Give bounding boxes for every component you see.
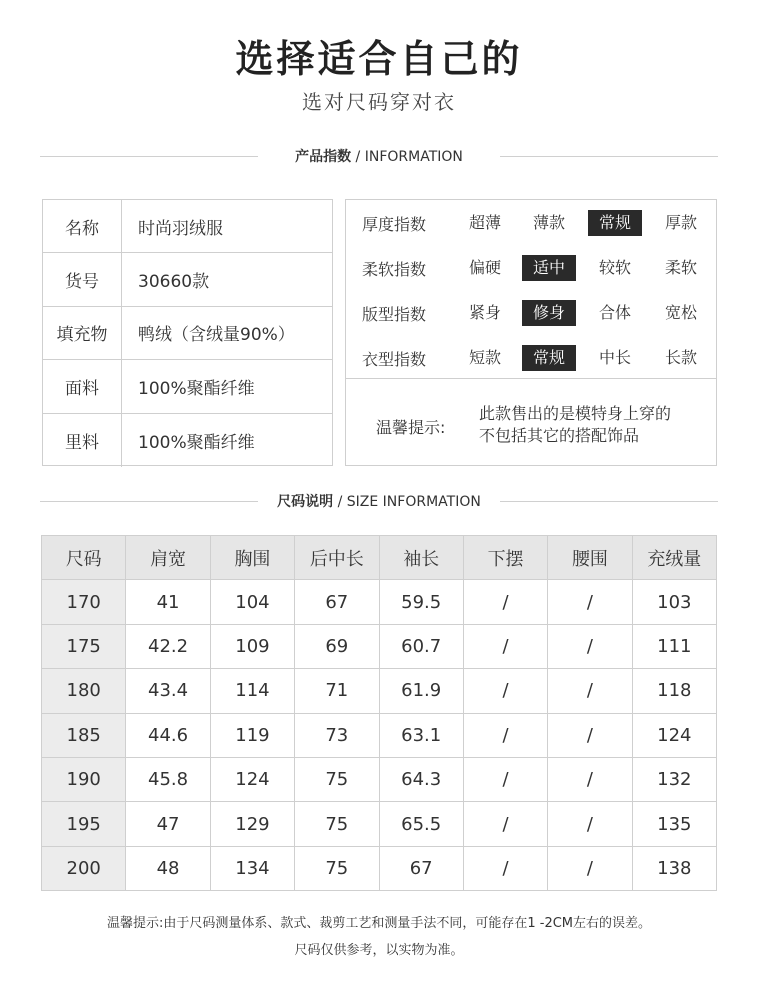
table-row	[42, 757, 717, 801]
info-row-filling	[43, 307, 332, 360]
product-heading-cn: 产品指数	[295, 149, 352, 165]
index-option-selected: 常规	[588, 210, 642, 236]
table-cell: /	[463, 580, 547, 624]
index-option: 偏硬	[468, 258, 501, 277]
table-cell: 41	[126, 580, 210, 624]
table-cell: /	[463, 846, 547, 890]
footer-disclaimer: 尺码仅供参考，以实物为准。	[294, 943, 464, 958]
table-cell: 47	[126, 802, 210, 846]
index-option: 较软	[598, 258, 631, 277]
product-section-heading	[40, 146, 718, 166]
table-cell: /	[463, 757, 547, 801]
size-cell: 200	[42, 846, 126, 890]
table-cell: 103	[632, 580, 716, 624]
table-cell: /	[463, 713, 547, 757]
table-row	[42, 669, 717, 713]
table-cell: 135	[632, 802, 716, 846]
table-cell: 44.6	[126, 713, 210, 757]
index-label: 衣型指数	[362, 350, 427, 369]
index-label: 厚度指数	[362, 215, 427, 234]
table-row	[42, 580, 717, 624]
info-label: 名称	[43, 200, 122, 252]
table-row	[42, 802, 717, 846]
size-cell: 180	[42, 669, 126, 713]
size-table	[41, 535, 717, 891]
tip-line: 不包括其它的搭配饰品	[479, 426, 640, 445]
table-cell: /	[548, 802, 632, 846]
table-row	[42, 846, 717, 890]
table-row	[42, 624, 717, 668]
table-cell: 63.1	[379, 713, 463, 757]
tip-label: 温馨提示:	[376, 418, 446, 437]
table-cell: 59.5	[379, 580, 463, 624]
index-label: 版型指数	[362, 305, 427, 324]
info-label: 面料	[43, 360, 122, 412]
tip-line: 此款售出的是模特身上穿的	[479, 404, 672, 423]
table-cell: 75	[295, 846, 379, 890]
info-label: 货号	[43, 253, 122, 305]
table-cell: 48	[126, 846, 210, 890]
size-cell: 170	[42, 580, 126, 624]
info-row-sku	[43, 253, 332, 306]
info-row-name	[43, 200, 332, 253]
index-option: 薄款	[532, 213, 565, 232]
info-value: 30660款	[138, 272, 210, 293]
index-option: 超薄	[468, 213, 501, 232]
index-option: 中长	[598, 348, 631, 367]
table-cell: /	[548, 757, 632, 801]
column-header: 下摆	[463, 536, 547, 580]
table-cell: /	[548, 846, 632, 890]
size-section-heading	[40, 491, 718, 511]
table-cell: /	[463, 624, 547, 668]
table-cell: 138	[632, 846, 716, 890]
table-cell: 42.2	[126, 624, 210, 668]
column-header: 肩宽	[126, 536, 210, 580]
index-option-selected: 修身	[522, 300, 576, 326]
info-value: 鸭绒（含绒量90%）	[138, 325, 295, 346]
table-cell: 65.5	[379, 802, 463, 846]
index-row-softness	[346, 247, 716, 291]
table-cell: /	[463, 802, 547, 846]
index-option-selected: 常规	[522, 345, 576, 371]
table-cell: 119	[210, 713, 294, 757]
index-option: 合体	[598, 303, 631, 322]
index-option: 厚款	[664, 213, 697, 232]
table-cell: 104	[210, 580, 294, 624]
info-label: 里料	[43, 414, 122, 467]
index-option: 紧身	[468, 303, 501, 322]
product-index-panel	[345, 199, 717, 466]
table-cell: 134	[210, 846, 294, 890]
table-cell: 124	[210, 757, 294, 801]
page-title: 选择适合自己的	[235, 37, 523, 81]
info-row-lining	[43, 414, 332, 467]
index-option: 短款	[468, 348, 501, 367]
size-cell: 195	[42, 802, 126, 846]
panel-divider	[346, 378, 716, 379]
table-cell: /	[548, 669, 632, 713]
table-cell: 71	[295, 669, 379, 713]
column-header: 充绒量	[632, 536, 716, 580]
table-cell: 67	[379, 846, 463, 890]
table-cell: 124	[632, 713, 716, 757]
info-label: 填充物	[43, 307, 122, 359]
product-info-table	[42, 199, 333, 466]
table-cell: 75	[295, 802, 379, 846]
table-cell: 43.4	[126, 669, 210, 713]
table-cell: 69	[295, 624, 379, 668]
table-cell: 75	[295, 757, 379, 801]
table-cell: /	[548, 580, 632, 624]
index-option: 柔软	[664, 258, 697, 277]
index-label: 柔软指数	[362, 260, 427, 279]
table-cell: 129	[210, 802, 294, 846]
column-header: 后中长	[295, 536, 379, 580]
table-cell: 64.3	[379, 757, 463, 801]
table-cell: 114	[210, 669, 294, 713]
index-option: 长款	[664, 348, 697, 367]
product-heading-en: / INFORMATION	[351, 149, 463, 165]
table-cell: 73	[295, 713, 379, 757]
info-value: 时尚羽绒服	[138, 218, 223, 239]
size-heading-en: / SIZE INFORMATION	[333, 494, 481, 510]
info-value: 100%聚酯纤维	[138, 432, 255, 453]
table-cell: 132	[632, 757, 716, 801]
footer-note: 温馨提示:由于尺码测量体系、款式、裁剪工艺和测量手法不同，可能存在1 -2CM左右的误差。	[106, 916, 652, 931]
size-heading-cn: 尺码说明	[277, 494, 334, 510]
table-cell: /	[463, 669, 547, 713]
table-cell: 67	[295, 580, 379, 624]
size-table-header	[42, 536, 717, 580]
column-header: 胸围	[210, 536, 294, 580]
table-row	[42, 713, 717, 757]
index-option: 宽松	[664, 303, 697, 322]
column-header: 腰围	[548, 536, 632, 580]
table-cell: /	[548, 624, 632, 668]
tip-text	[479, 403, 671, 447]
index-row-length	[346, 337, 716, 381]
table-cell: 118	[632, 669, 716, 713]
index-option-selected: 适中	[522, 255, 576, 281]
info-value: 100%聚酯纤维	[138, 378, 255, 399]
column-header: 袖长	[379, 536, 463, 580]
size-cell: 185	[42, 713, 126, 757]
table-cell: 111	[632, 624, 716, 668]
index-row-fit	[346, 292, 716, 336]
size-cell: 190	[42, 757, 126, 801]
column-header: 尺码	[42, 536, 126, 580]
index-row-thickness	[346, 202, 716, 246]
table-cell: /	[548, 713, 632, 757]
table-cell: 61.9	[379, 669, 463, 713]
table-cell: 109	[210, 624, 294, 668]
size-cell: 175	[42, 624, 126, 668]
table-cell: 60.7	[379, 624, 463, 668]
table-cell: 45.8	[126, 757, 210, 801]
info-row-fabric	[43, 360, 332, 413]
page-subtitle: 选对尺码穿对衣	[302, 90, 456, 114]
